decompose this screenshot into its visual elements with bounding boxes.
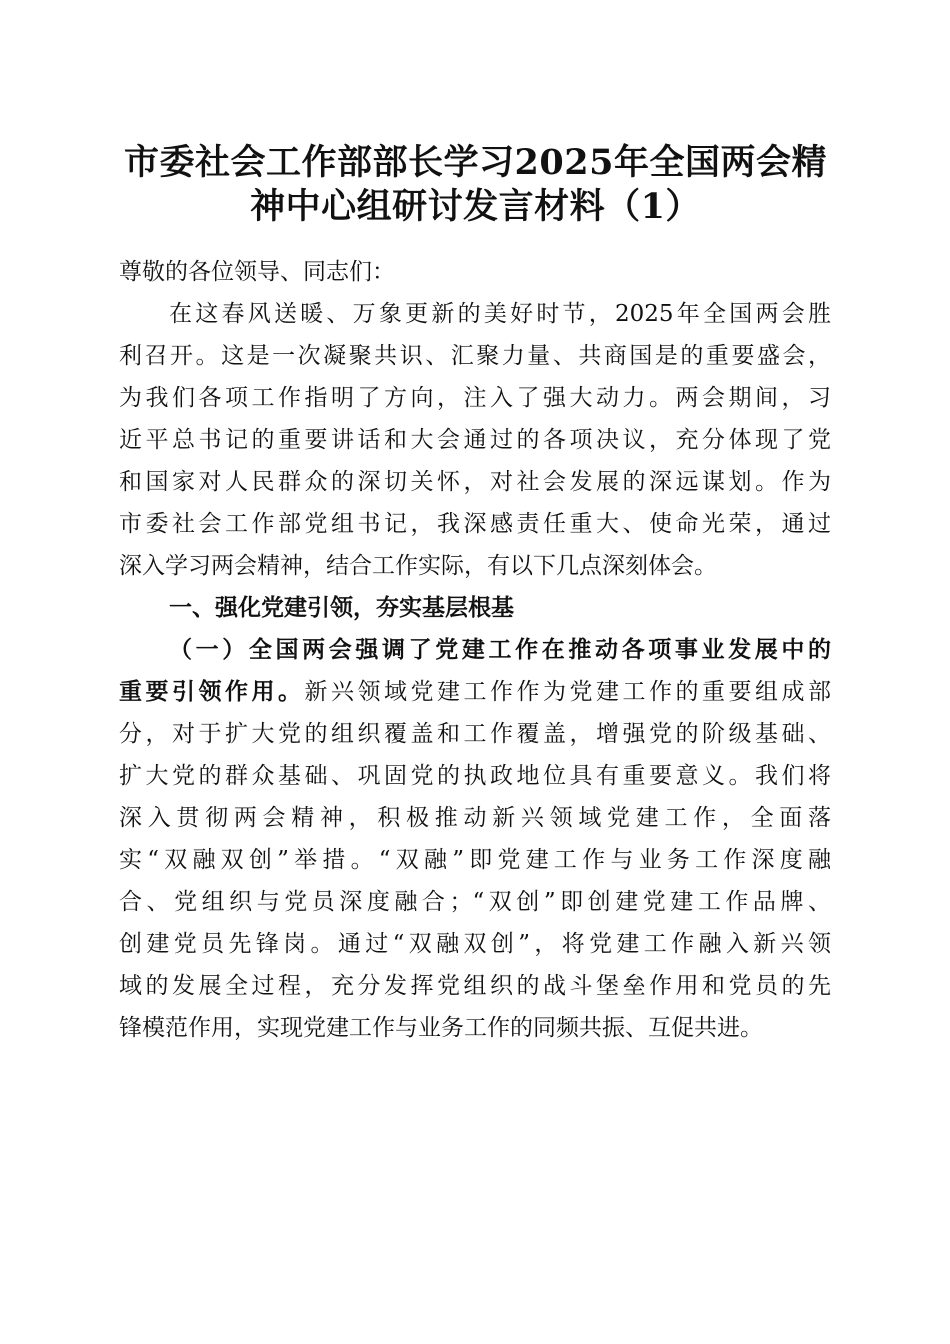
paragraph-line: 市委社会工作部党组书记，我深感责任重大、使命光荣，通过 [119,511,831,537]
salutation: 尊敬的各位领导、同志们： [119,259,395,285]
title-line: 市委社会工作部部长学习2025年全国两会精 [124,142,827,183]
paragraph-line: 实“双融双创”举措。“双融”即党建工作与业务工作深度融 [119,847,831,873]
paragraph-line: 利召开。这是一次凝聚共识、汇聚力量、共商国是的重要盛会， [119,343,831,369]
paragraph-line-mixed [119,671,831,713]
paragraph-line: 深入学习两会精神，结合工作实际，有以下几点深刻体会。 [119,553,717,579]
subsection-heading-line: （一）全国两会强调了党建工作在推动各项事业发展中的 [169,637,831,663]
document-body [119,251,831,1049]
paragraph-line: 扩大党的群众基础、巩固党的执政地位具有重要意义。我们将 [119,763,831,789]
paragraph-line: 创建党员先锋岗。通过“双融双创”，将党建工作融入新兴领 [119,931,831,957]
paragraph-line: 锋模范作用，实现党建工作与业务工作的同频共振、互促共进。 [119,1015,763,1041]
subsection-heading-tail: 重要引领作用。 [119,679,305,705]
paragraph-line: 近平总书记的重要讲话和大会通过的各项决议，充分体现了党 [119,427,831,453]
paragraph-line: 为我们各项工作指明了方向，注入了强大动力。两会期间，习 [119,385,831,411]
paragraph-line: 域的发展全过程，充分发挥党组织的战斗堡垒作用和党员的先 [119,973,831,999]
title-line: 神中心组研讨发言材料（1） [250,186,701,227]
section-heading: 一、强化党建引领，夯实基层根基 [169,595,514,621]
paragraph-line: 分，对于扩大党的组织覆盖和工作覆盖，增强党的阶级基础、 [119,721,831,747]
document-title [118,141,833,229]
paragraph-line: 在这春风送暖、万象更新的美好时节，2025年全国两会胜 [169,301,831,327]
paragraph-text: 新兴领域党建工作作为党建工作的重要组成部 [304,679,831,705]
paragraph-line: 合、党组织与党员深度融合；“双创”即创建党建工作品牌、 [119,889,831,915]
paragraph-line: 和国家对人民群众的深切关怀，对社会发展的深远谋划。作为 [119,469,831,495]
paragraph-line: 深入贯彻两会精神，积极推动新兴领域党建工作，全面落 [119,805,831,831]
